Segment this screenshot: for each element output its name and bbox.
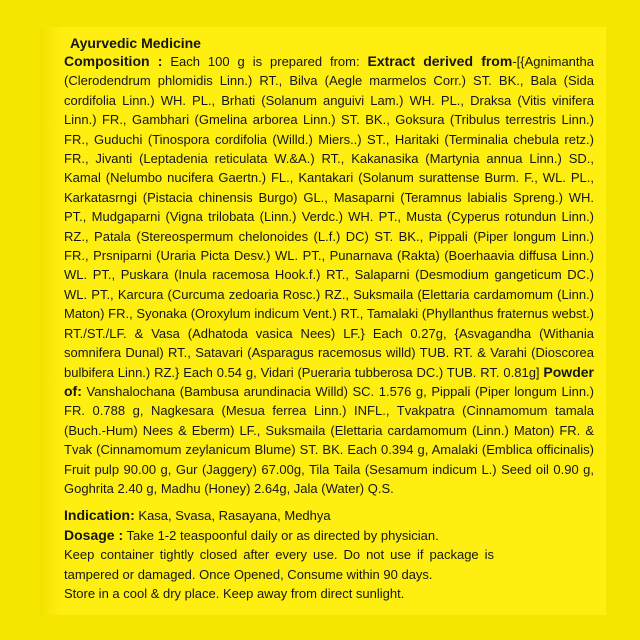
dosage-line (64, 526, 594, 545)
extract-text: -[{Agnimantha (Clerodendrum phlomidis Linn.) RT., Bilva (Aegle marmelos Corr.) ST. BK., Bala (Sida cordifolia Linn.) WH. PL., Brhati (Solanum anguivi Lam.) WH. PL., Draksa (Vitis vinifera Linn.) FR., Gambhari (Gmelina arborea Linn.) ST. BK., Goksura (Tribulus terrestris Linn.) FR., Guduchi (Tinospora cordifolia (Willd.) Miers..) ST., Haritaki (Terminalia chebula retz.) FR., Jivanti (Leptadenia reticulata W.&A.) RT., Kakanasika (Martynia annua Linn.) SD., Kamal (Nelumbo nucifera Gaertn.) FL., Kantakari (Solanum surattense Burm. F., WL. PL., Karkatasrngi (Pistacia chinensis Burgo) GL., Masaparni (Teramnus labialis Spreng.) WH. PT., Mudgaparni (Vigna trilobata (Linn.) Verdc.) WH. PT., Musta (Cyperus rotundun Linn.) RZ., Patala (Stereospermum chelonoides (L.f.) DC) ST. BK., Pippali (Piper longum Linn.) FR., Prsniparni (Uraria Picta Desv.) WL. PT., Punarnava (Rakta) (Boerhaavia diffusa Linn.) WL. PT., Puskara (Inula racemosa Hook.f.) RT., Salaparni (Desmodium gangeticum DC.) WL. PT., Karcura (Curcuma zedoaria Rosc.) RZ., Suksmaila (Elettaria cardamomum (Linn.) Maton) FR., Syonaka (Oroxylum indicum Vent.) RT., Tamalaki (Phyllanthus fraternus webst.) RT./ST./LF. & Vasa (Adhatoda vasica Nees) LF.} Each 0.27g, {Asvagandha (Withania somnifera Dunal) RT., Satavari (Asparagus racemosus willd) TUB. RT. & Varahi (Dioscorea bulbifera Linn.) RZ.} Each 0.54 g, Vidari (Pueraria tubberosa DC.) TUB. RT. 0.81g] (64, 54, 594, 380)
indication-text: Kasa, Svasa, Rasayana, Medhya (134, 508, 331, 524)
indication-line (64, 506, 594, 525)
storage-instructions: Store in a cool & dry place. Keep away from direct sunlight. (64, 585, 405, 601)
powder-label: Powder of: (64, 363, 594, 399)
composition-intro: Each 100 g is prepared from: (162, 54, 368, 69)
product-heading: Ayurvedic Medicine (70, 35, 201, 51)
extract-label: Extract derived from (367, 53, 513, 69)
composition-paragraph (64, 52, 594, 498)
dosage-label: Dosage : (64, 526, 124, 543)
label-panel (40, 27, 606, 615)
storage-note: Keep container tightly closed after every use. Do not use if package is tampered or damaged. Once Opened, Consume within 90 days. (64, 547, 494, 582)
indication-label: Indication: (64, 507, 135, 524)
powder-text: Vanshalochana (Bambusa arundinacia Willd) SC. 1.576 g, Pippali (Piper longum Linn.) FR. 0.788 g, Nagkesara (Mesua ferrea Linn.) INFL., Tvakpatra (Cinnamomum tamala (Buch.-Hum) Nees & Eberm) LF., Suksmaila (Elettaria cardamomum (Linn.) Maton) FR. & Tvak (Cinnamomum zeylanicum Blume) ST. BK. Each 0.394 g, Amalaki (Emblica officinalis) Fruit pulp 90.00 g, Gur (Jaggery) 67.00g, Tila Taila (Sesamum indicum L.) Seed oil 0.90 g, Goghrita 2.40 g, Madhu (Honey) 2.64g, Jala (Water) Q.S. (64, 383, 594, 496)
composition-label: Composition : (64, 53, 163, 69)
dosage-text: Take 1-2 teaspoonful daily or as directed by physician. (123, 527, 439, 543)
